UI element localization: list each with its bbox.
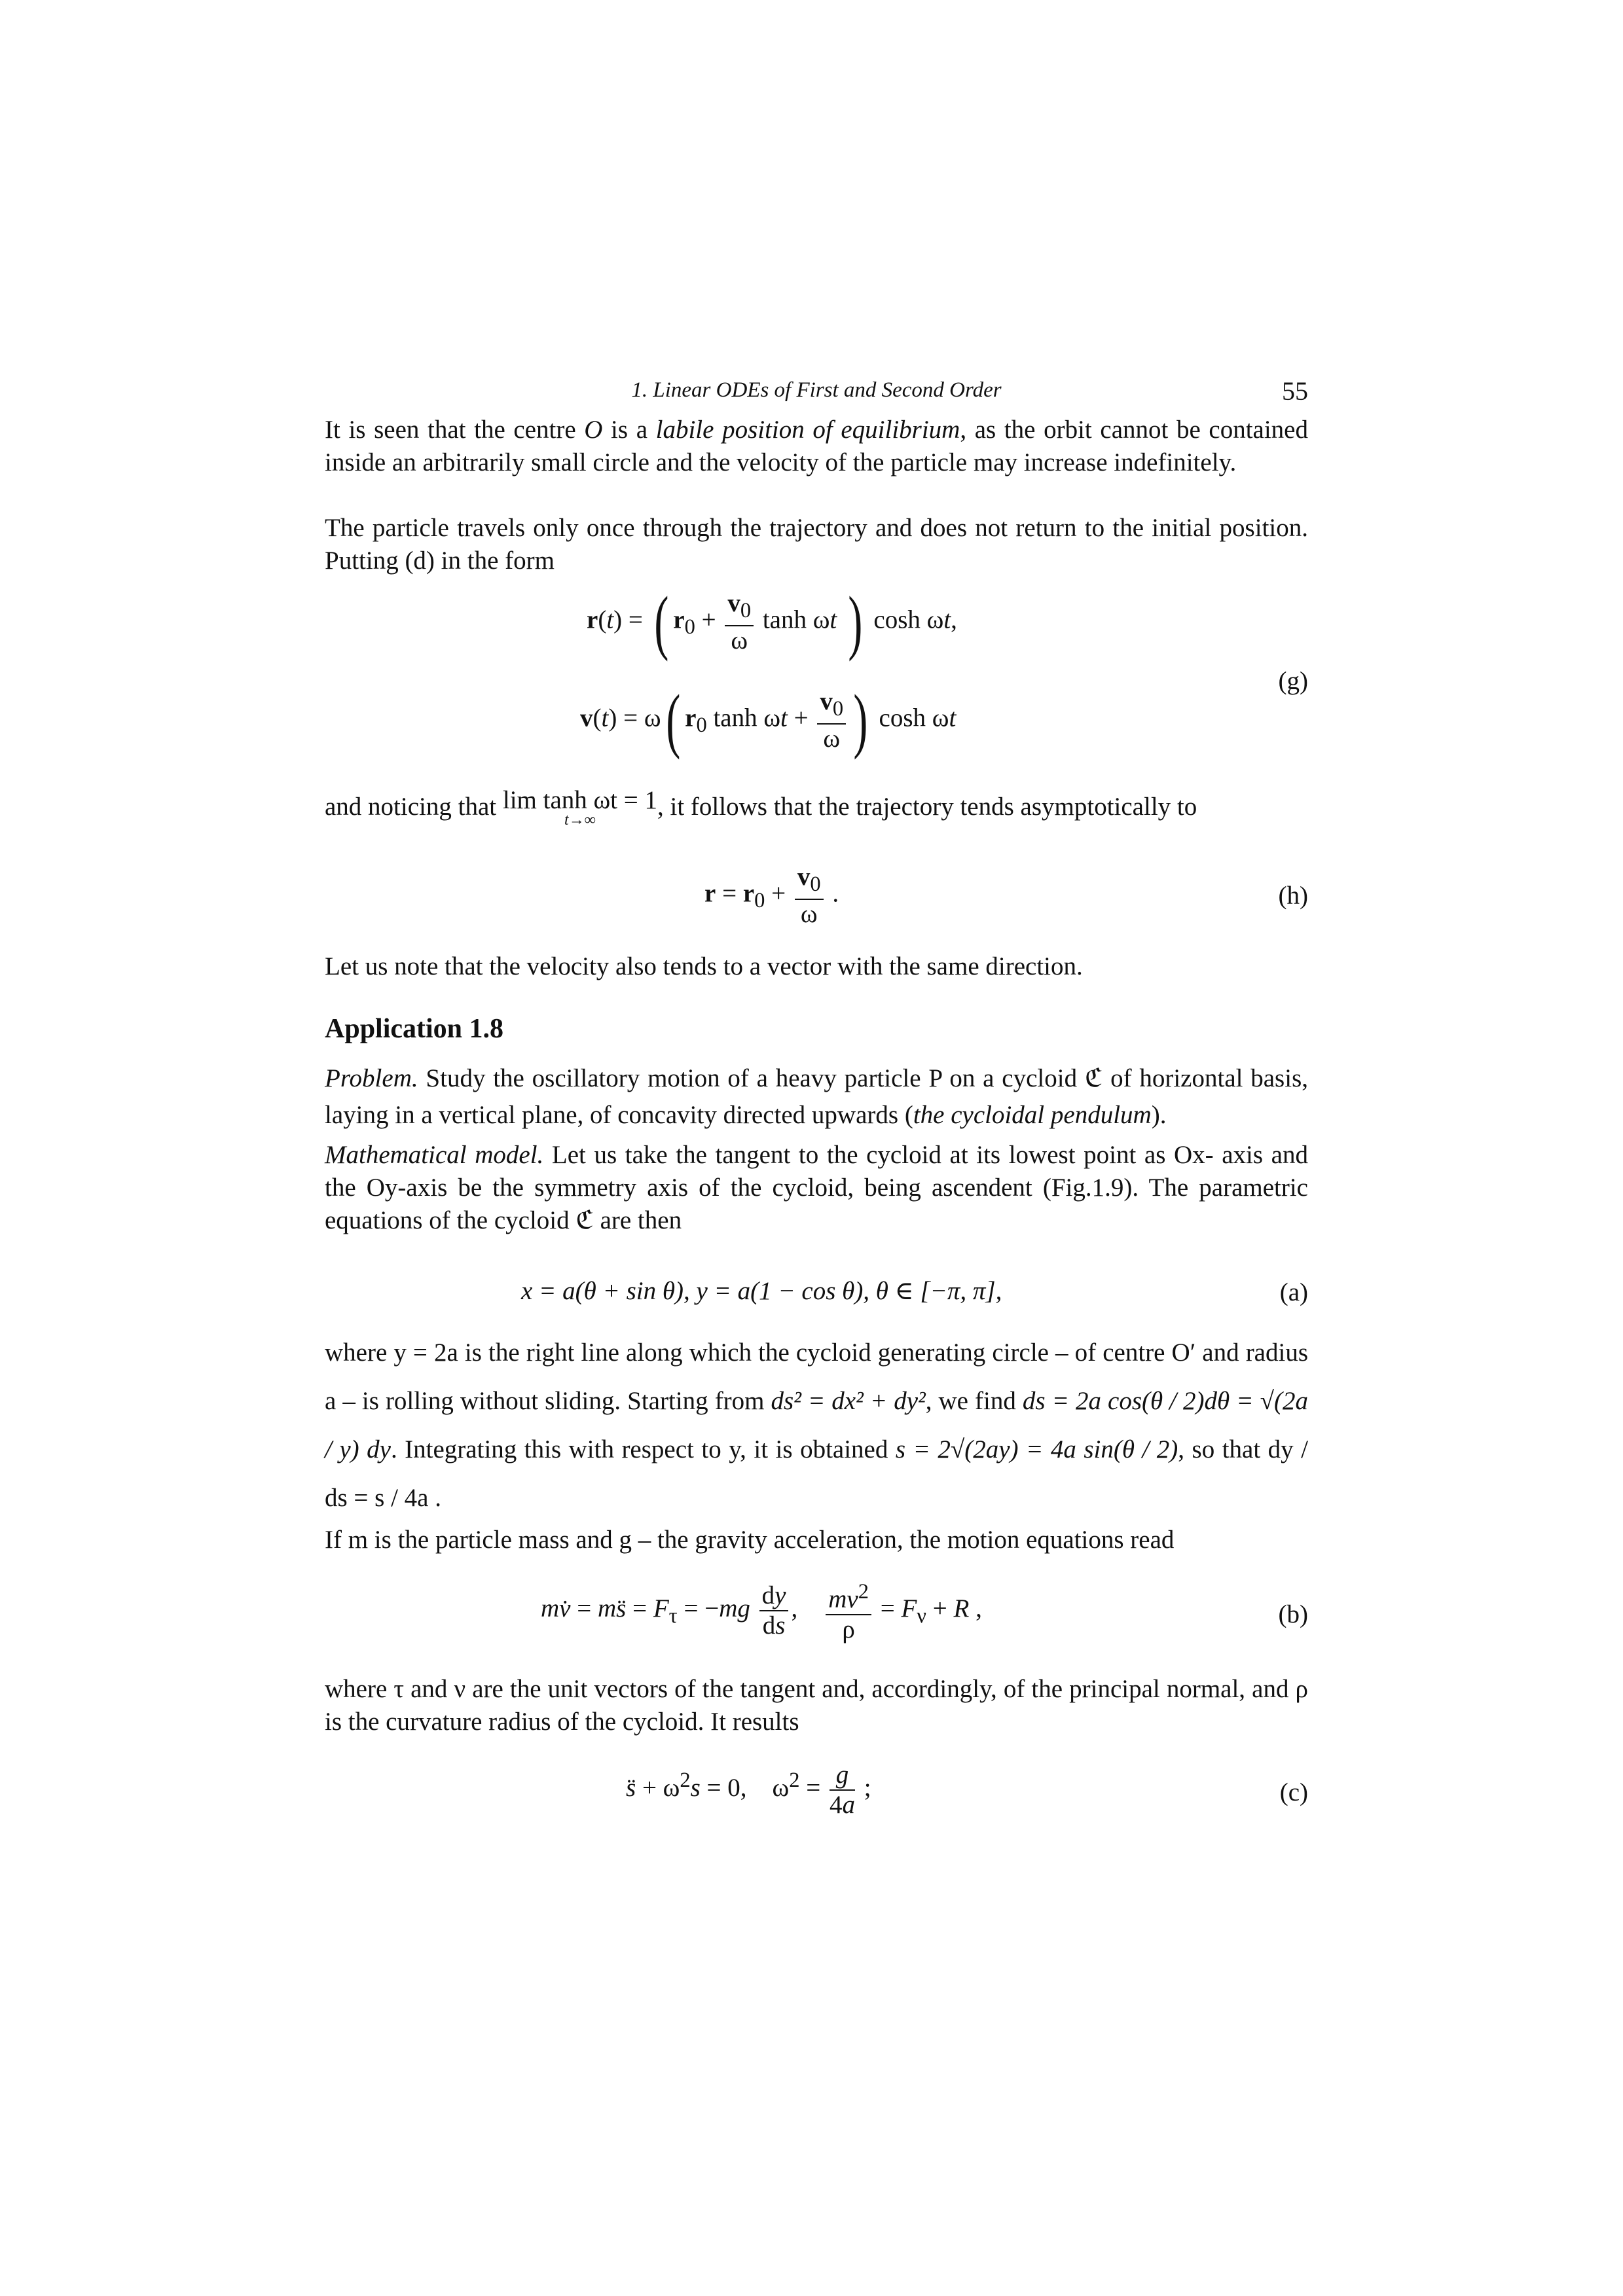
equation-label-b: (b) [1278, 1600, 1308, 1628]
paragraph-labile: It is seen that the centre O is a labile position of equilibrium, as the orbit cannot be contained inside an arbitrarily small circle and the velocity of the particle may increase indefinitely. [325, 416, 1308, 476]
equation-a-math: x = a(θ + sin θ), y = a(1 − cos θ), θ ∈ [−π, π], [521, 1277, 1002, 1305]
paragraph-unit-vectors: where τ and ν are the unit vectors of the tangent and, accordingly, of the principal normal, and ρ is the curvature radius of the cycloid. It results [325, 1675, 1308, 1736]
section-heading: Application 1.8 [325, 1014, 504, 1044]
equation-c-math: s̈ + $\omega^2s = 0$, $\omega^2$ = $\frac{g}{4a}$ ; [626, 1761, 871, 1819]
paragraph-velocity: Let us note that the velocity also tends to a vector with the same direction. [325, 952, 1083, 980]
equation-h [325, 863, 1308, 935]
paragraph-noticing: and noticing that lim tanh ωt = 1 t→∞ , it follows that the trajectory tends asymptotically to [325, 786, 1197, 829]
equation-label-c: (c) [1279, 1778, 1308, 1806]
paragraph-where: where y = 2a is the right line along which the cycloid generating circle – of centre O′ and radius a – is rolling without sliding. Starting from ds² = dx² + dy², we find ds = 2a cos(θ / 2)dθ = √(2a / y) dy. Integrating this with respect to y, it is obtained s = 2√(2ay) = 4a sin(θ / 2), so that dy / ds = s / 4a . [325, 1338, 1309, 1512]
equation-g [325, 582, 1308, 785]
paragraph-travels: The particle travels only once through the trajectory and does not return to the initial position. Putting (d) in the form [325, 514, 1308, 575]
paragraph-mass: If m is the particle mass and g – the gravity acceleration, the motion equations read [325, 1526, 1175, 1554]
page-header [325, 378, 1308, 418]
equation-label-g: (g) [1278, 667, 1308, 695]
limit-expression: lim tanh ωt = 1 t→∞ [502, 786, 658, 829]
paragraph-problem: Problem. Study the oscillatory motion of a heavy particle P on a cycloid ℭ of horizontal basis, laying in a vertical plane, of concavity directed upwards (the cycloidal pendulum). [325, 1064, 1308, 1129]
s-expression: s = 2√(2ay) = 4a sin(θ / 2) [895, 1435, 1178, 1463]
equation-b [325, 1577, 1308, 1662]
paragraph-model: Mathematical model. Let us take the tangent to the cycloid at its lowest point as Ox- axis and the Oy-axis be the symmetry axis of the cycloid, being ascendent (Fig.1.9). The parametric equations of the cycloid ℭ are then [325, 1141, 1308, 1234]
equation-g-line2: v(t) = ω( $r_0$ tanh ωt + $\frac{v_0}{\omega}$ ) cosh ωt [580, 680, 957, 761]
ds-expression: ds = 2a cos(θ / 2)dθ = √(2a / y) dy [325, 1387, 1308, 1463]
equation-h-math: $r = r_0$ + $\frac{v_0}{\omega}$ . [704, 863, 839, 928]
equation-label-h: (h) [1278, 882, 1308, 910]
equation-c [325, 1761, 1308, 1833]
equation-b-math: mv̇ = ms̈ = $F_\tau = -mg$ $\frac{dy}{ds}$ , $\frac{mv^2}{\rho}$ = $F_\nu + R$ , [541, 1577, 982, 1644]
ds-squared-expression: ds² = dx² + dy² [771, 1387, 926, 1415]
equation-a [325, 1276, 1308, 1329]
equation-label-a: (a) [1279, 1278, 1308, 1306]
equation-g-line1: r(t) = ( $r_0$ + $\frac{v_0}{\omega}$ tanh ωt ) cosh ωt, [587, 582, 957, 662]
page-number: 55 [1282, 376, 1308, 406]
running-title: 1. Linear ODEs of First and Second Order [631, 378, 1002, 402]
